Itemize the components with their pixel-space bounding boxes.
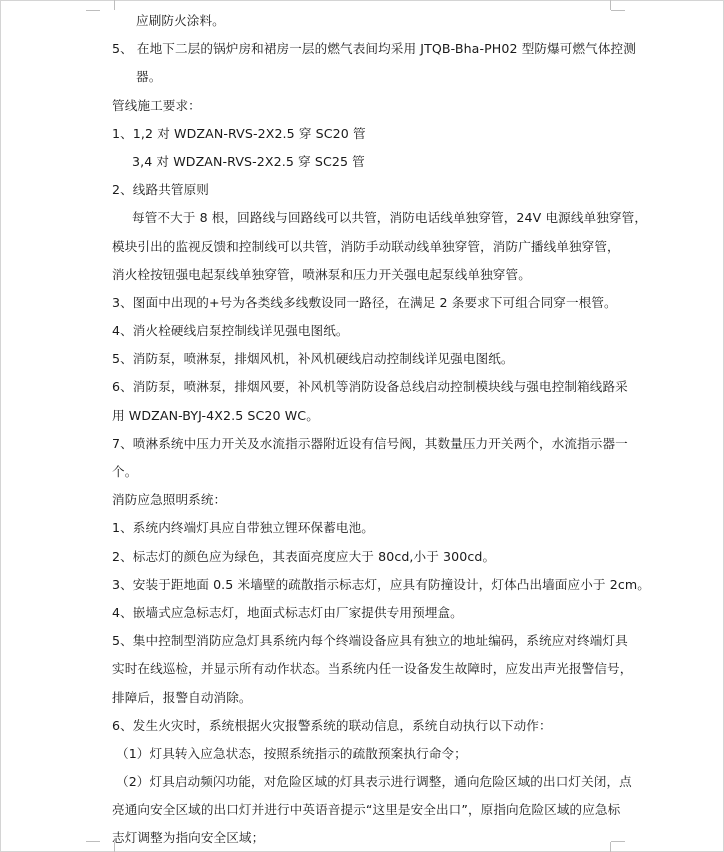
text-line: 个。: [112, 464, 138, 479]
text-line: 实时在线巡检，并显示所有动作状态。当系统内任一设备发生故障时，应发出声光报警信号，: [112, 661, 633, 677]
section-heading: 消防应急照明系统：: [112, 492, 227, 508]
text-line: 亮通向安全区域的出口灯并进行中英语音提示“这里是安全出口”，原指向危险区域的应急标: [112, 802, 621, 818]
text-line: 3,4 对 WDZAN-RVS-2X2.5 穿 SC25 管: [132, 153, 365, 169]
text-line: 2、标志灯的颜色应为绿色，其表面亮度应大于 80cd,小于 300cd。: [112, 548, 496, 564]
text-line: 器。: [136, 69, 162, 85]
text-line: （1）灯具转入应急状态，按照系统指示的疏散预案执行命令；: [116, 745, 467, 761]
text-line: 6、发生火灾时，系统根据火灾报警系统的联动信息，系统自动执行以下动作：: [112, 717, 552, 733]
text-line: 2、线路共管原则: [112, 182, 209, 198]
text-line: 5、 在地下二层的锅炉房和裙房一层的燃气表间均采用 JTQB-Bha-PH02 型防爆可燃气体控测: [112, 41, 636, 57]
margin-corner-mark: [86, 841, 100, 842]
text-line: 5、集中控制型消防应急灯具系统内每个终端设备应具有独立的地址编码，系统应对终端灯具: [112, 633, 628, 649]
text-line: 志灯调整为指向安全区域；: [112, 830, 265, 846]
text-line: 3、安装于距地面 0.5 米墙壁的疏散指示标志灯，应具有防撞设计，灯体凸出墙面应小于 2cm。: [112, 576, 650, 592]
text-line: 1、系统内终端灯具应自带独立锂环保蓄电池。: [112, 520, 374, 536]
text-line: 4、嵌墙式应急标志灯，地面式标志灯由厂家提供专用预埋盒。: [112, 604, 463, 620]
text-line: 7、喷淋系统中压力开关及水流指示器附近设有信号阀，其数量压力开关两个，水流指示器一: [112, 435, 628, 451]
text-line: 模块引出的监视反馈和控制线可以共管，消防手动联动线单独穿管，消防广播线单独穿管，: [112, 238, 620, 254]
text-line: 用 WDZAN-BYJ-4X2.5 SC20 WC。: [112, 407, 319, 423]
text-line: 3、图面中出现的+号为各类线多线敷设同一路径，在满足 2 条要求下可组合同穿一根管。: [112, 294, 617, 310]
text-line: 6、消防泵，喷淋泵，排烟风要，补风机等消防设备总线启动控制模块线与强电控制箱线路采: [112, 379, 628, 395]
text-line: 4、消火栓硬线启泵控制线详见强电图纸。: [112, 323, 349, 339]
section-heading: 管线施工要求：: [112, 97, 201, 113]
text-line: （2）灯具启动频闪功能，对危险区域的灯具表示进行调整，通向危险区域的出口灯关闭，点: [116, 774, 632, 790]
text-line: 5、消防泵，喷淋泵，排烟风机，补风机硬线启动控制线详见强电图纸。: [112, 351, 514, 367]
margin-corner-mark: [86, 10, 100, 11]
text-line: 排障后，报警自动消除。: [112, 689, 252, 705]
text-line: 1、1,2 对 WDZAN-RVS-2X2.5 穿 SC20 管: [112, 125, 366, 141]
text-line: 应刷防火涂料。: [136, 13, 225, 28]
text-line: 每管不大于 8 根，回路线与回路线可以共管，消防电话线单独穿管，24V 电源线单独穿管，: [132, 210, 648, 226]
document-body: [112, 7, 650, 852]
text-line: 消火栓按钮强电起泵线单独穿管，喷淋泵和压力开关强电起泵线单独穿管。: [112, 266, 531, 282]
